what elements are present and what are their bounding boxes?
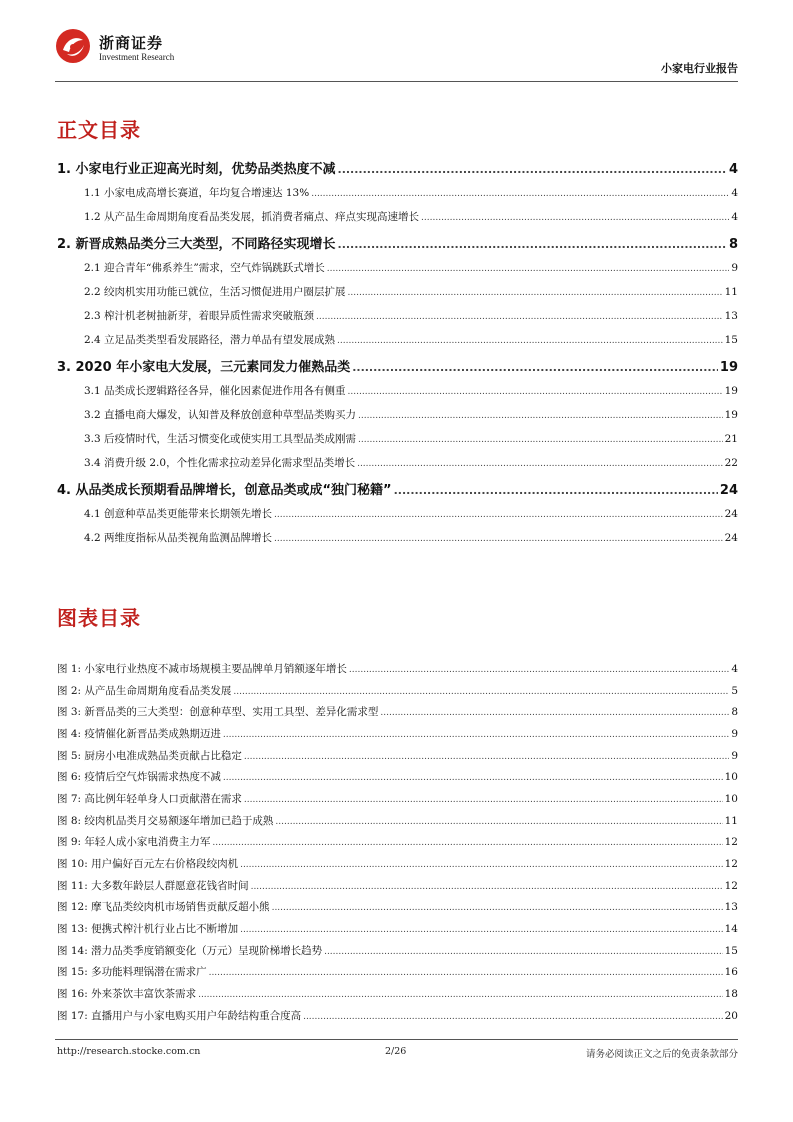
zheshang-logo-icon [55,28,91,64]
footer-divider [55,1039,738,1040]
figure-entry[interactable]: 图 11: 大多数年龄层人群愿意花钱省时间 ..... 12 [57,878,738,893]
toc-entry[interactable]: 4. 从品类成长预期看品牌增长，创意品类或成“独门秘籍” ..... 24 [57,479,738,498]
page-header [55,28,738,78]
toc-title: 正文目录 [57,118,141,142]
toc-entry[interactable]: 3.3 后疫情时代，生活习惯变化或使实用工具型品类成刚需 ..... 21 [84,431,738,446]
figure-entry[interactable]: 图 16: 外来茶饮丰富饮茶需求 ..... 18 [57,986,738,1001]
toc-entry[interactable]: 4.1 创意种草品类更能带来长期领先增长 ..... 24 [84,506,738,521]
figure-entry[interactable]: 图 6: 疫情后空气炸锅需求热度不减 ..... 10 [57,769,738,784]
figure-entry[interactable]: 图 17: 直播用户与小家电购买用户年龄结构重合度高 ..... 20 [57,1008,738,1023]
toc-entry[interactable]: 3. 2020 年小家电大发展，三元素同发力催熟品类 ..... 19 [57,356,738,375]
figure-entry[interactable]: 图 14: 潜力品类季度销额变化（万元）呈现阶梯增长趋势 ..... 15 [57,943,738,958]
toc-entry[interactable]: 2.3 榨汁机老树抽新芽，着眼异质性需求突破瓶颈 ..... 13 [84,308,738,323]
footer-disclaimer: 请务必阅读正文之后的免责条款部分 [585,1049,738,1060]
toc-entry[interactable]: 3.4 消费升级 2.0，个性化需求拉动差异化需求型品类增长 ..... 22 [84,455,738,470]
figure-entry[interactable]: 图 3: 新晋品类的三大类型：创意种草型、实用工具型、差异化需求型 ..... 8 [57,704,738,719]
logo-text-en: Investment Research [99,52,175,62]
toc-entry[interactable]: 1.2 从产品生命周期角度看品类发展，抓消费者痛点、痒点实现高速增长 ..... 4 [84,209,738,224]
figure-entry[interactable]: 图 9: 年轻人成小家电消费主力军 ..... 12 [57,834,738,849]
logo-text-cn: 浙商证券 [99,34,164,52]
figure-entry[interactable]: 图 10: 用户偏好百元左右价格段绞肉机 ..... 12 [57,856,738,871]
toc-entry[interactable]: 4.2 两维度指标从品类视角监测品牌增长 ..... 24 [84,530,738,545]
toc-entry[interactable]: 2.1 迎合青年“佛系养生”需求，空气炸锅跳跃式增长 ..... 9 [84,260,738,275]
figure-entry[interactable]: 图 8: 绞肉机品类月交易额逐年增加已趋于成熟 ..... 11 [57,813,738,828]
toc-entry[interactable]: 2. 新晋成熟品类分三大类型，不同路径实现增长 ..... 8 [57,233,738,252]
toc-entry[interactable]: 3.1 品类成长逻辑路径各异，催化因素促进作用各有侧重 ..... 19 [84,383,738,398]
figure-entry[interactable]: 图 13: 便携式榨汁机行业占比不断增加 ..... 14 [57,921,738,936]
footer-page-number: 2/26 [385,1046,407,1057]
footer-url[interactable]: http://research.stocke.com.cn [57,1046,201,1057]
figure-entry[interactable]: 图 1: 小家电行业热度不减市场规模主要品牌单月销额逐年增长 ..... 4 [57,661,738,676]
report-title: 小家电行业报告 [661,62,738,75]
toc-entry[interactable]: 1. 小家电行业正迎高光时刻，优势品类热度不减 ..... 4 [57,158,738,177]
figure-entry[interactable]: 图 4: 疫情催化新晋品类成熟期迈进 ..... 9 [57,726,738,741]
toc-entry[interactable]: 1.1 小家电成高增长赛道，年均复合增速达 13% ..... 4 [84,185,738,200]
figure-entry[interactable]: 图 12: 摩飞品类绞肉机市场销售贡献反超小熊 ..... 13 [57,899,738,914]
toc-entry[interactable]: 3.2 直播电商大爆发，认知普及释放创意种草型品类购买力 ..... 19 [84,407,738,422]
figure-entry[interactable]: 图 2: 从产品生命周期角度看品类发展 ..... 5 [57,683,738,698]
toc-entry[interactable]: 2.4 立足品类类型看发展路径，潜力单品有望发展成熟 ..... 15 [84,332,738,347]
header-divider [55,81,738,82]
toc-entry[interactable]: 2.2 绞肉机实用功能已就位，生活习惯促进用户圈层扩展 ..... 11 [84,284,738,299]
figures-title: 图表目录 [57,606,141,630]
figure-entry[interactable]: 图 7: 高比例年轻单身人口贡献潜在需求 ..... 10 [57,791,738,806]
figure-entry[interactable]: 图 5: 厨房小电准成熟品类贡献占比稳定 ..... 9 [57,748,738,763]
figure-entry[interactable]: 图 15: 多功能料理锅潜在需求广 ..... 16 [57,964,738,979]
